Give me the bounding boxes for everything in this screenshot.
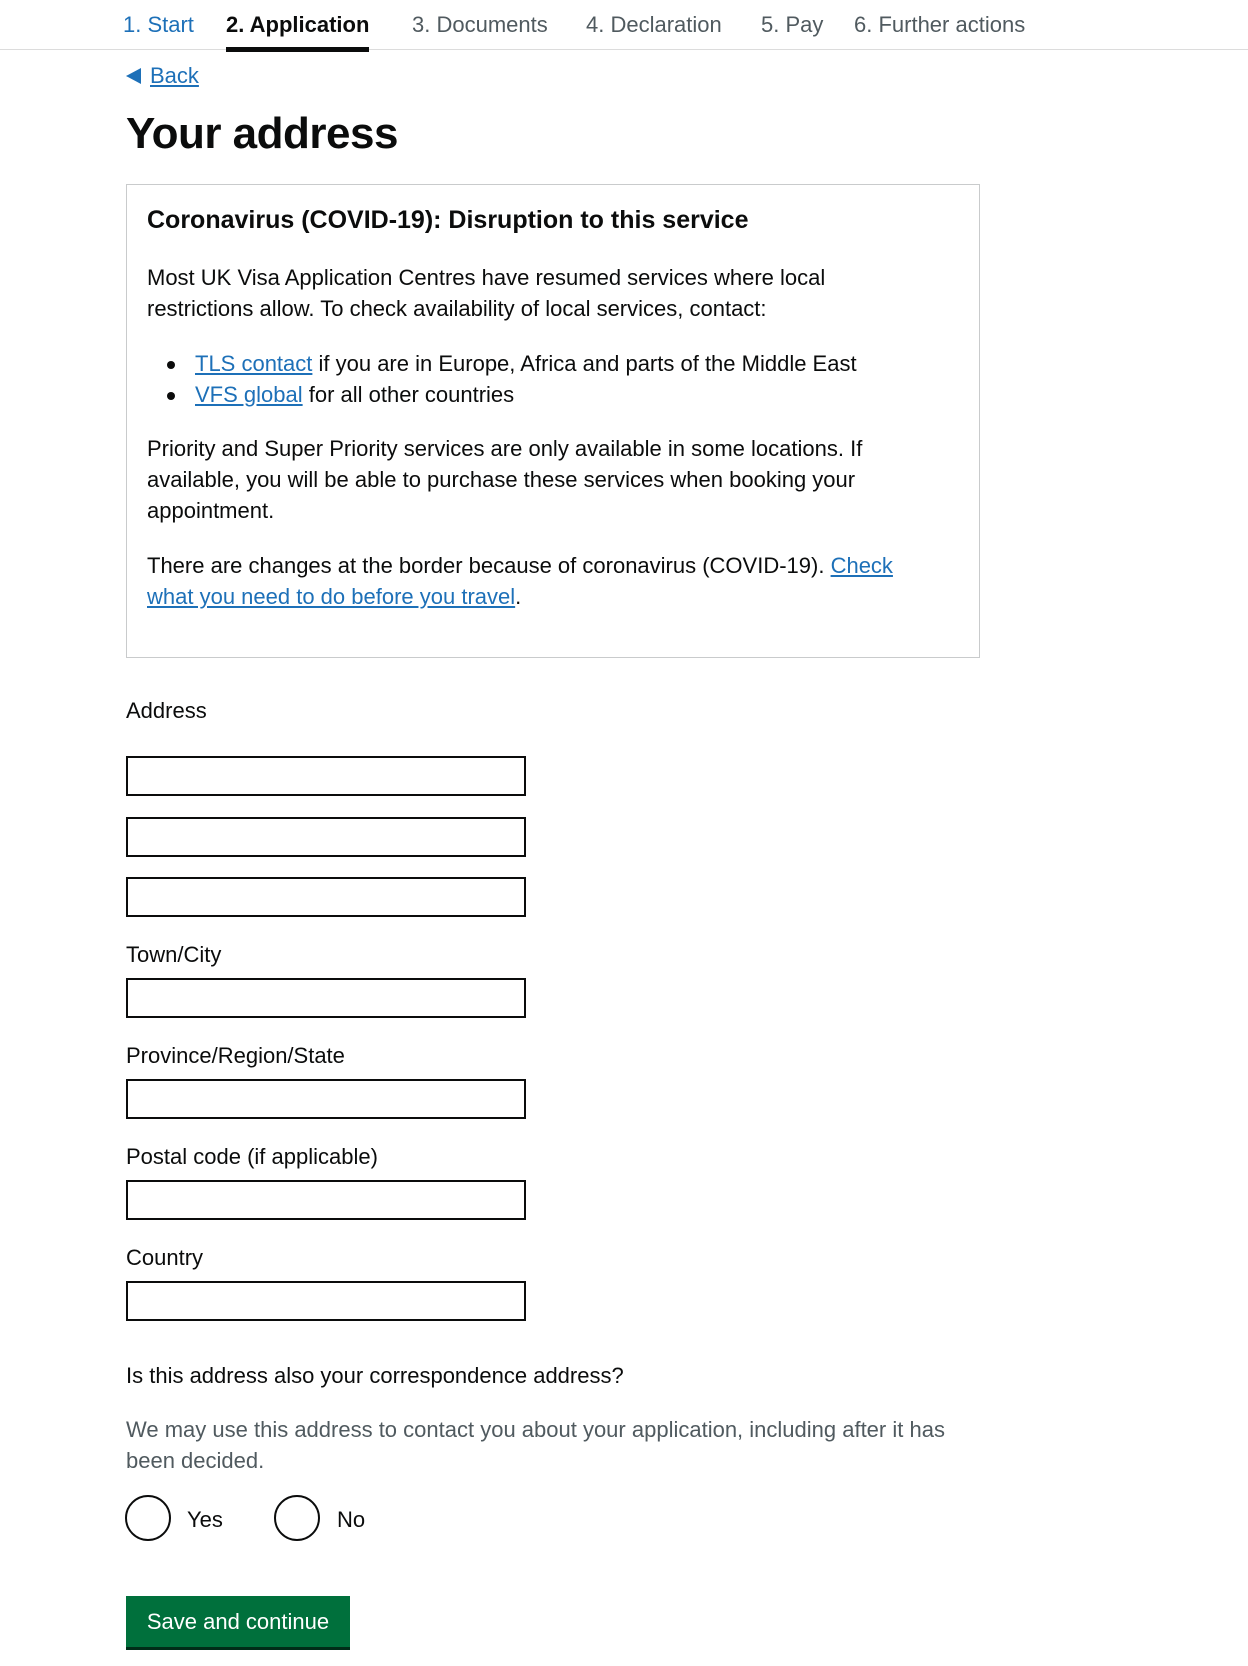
country-input[interactable] bbox=[126, 1281, 526, 1321]
progress-steps bbox=[0, 0, 1248, 50]
notice-border-sentence: There are changes at the border because of coronavirus (COVID-19). bbox=[147, 553, 831, 578]
province-input[interactable] bbox=[126, 1079, 526, 1119]
correspondence-hint bbox=[126, 1414, 986, 1476]
bullet-icon bbox=[167, 361, 175, 369]
tls-contact-text: if you are in Europe, Africa and parts of the Middle East bbox=[312, 351, 857, 376]
list-item bbox=[195, 348, 857, 379]
correspondence-question: Is this address also your correspondence address? bbox=[126, 1363, 624, 1388]
triangle-left-icon bbox=[126, 68, 141, 84]
vfs-global-text: for all other countries bbox=[302, 382, 515, 407]
step-declaration: 4. Declaration bbox=[586, 12, 722, 37]
notice-priority-text bbox=[147, 433, 947, 526]
page-title: Your address bbox=[126, 109, 398, 158]
notice-intro bbox=[147, 262, 947, 324]
back-link[interactable]: Back bbox=[150, 63, 199, 88]
notice-priority-line3: appointment. bbox=[147, 498, 275, 523]
notice-contact-list bbox=[147, 348, 857, 410]
notice-intro-line2: restrictions allow. To check availability of local services, contact: bbox=[147, 296, 767, 321]
country-label: Country bbox=[126, 1245, 204, 1270]
list-item bbox=[195, 379, 857, 410]
radio-no[interactable] bbox=[274, 1495, 320, 1541]
step-pay: 5. Pay bbox=[761, 12, 824, 37]
check-travel-link-line2: what you need to do before you travel bbox=[147, 584, 516, 609]
tls-contact-link[interactable]: TLS contact bbox=[195, 351, 313, 376]
covid-notice-panel bbox=[126, 184, 980, 658]
correspondence-hint-line2: been decided. bbox=[126, 1448, 265, 1473]
check-travel-link-line1: Check bbox=[830, 553, 893, 578]
province-label: Province/Region/State bbox=[126, 1043, 345, 1068]
postal-code-input[interactable] bbox=[126, 1180, 526, 1220]
step-application-label: 2. Application bbox=[226, 12, 370, 37]
town-city-input[interactable] bbox=[126, 978, 526, 1018]
notice-priority-line1: Priority and Super Priority services are only available in some locations. If bbox=[147, 436, 863, 461]
postal-code-label: Postal code (if applicable) bbox=[126, 1144, 378, 1169]
current-step-underline bbox=[226, 47, 369, 52]
step-documents: 3. Documents bbox=[412, 12, 548, 37]
save-and-continue-button[interactable]: Save and continue bbox=[126, 1596, 350, 1647]
notice-priority-line2: available, you will be able to purchase these services when booking your bbox=[147, 467, 856, 492]
vfs-global-link[interactable]: VFS global bbox=[195, 382, 303, 407]
radio-yes-label[interactable]: Yes bbox=[187, 1507, 223, 1532]
correspondence-hint-line1: We may use this address to contact you about your application, including after it has bbox=[126, 1417, 945, 1442]
step-start-link[interactable]: 1. Start bbox=[123, 12, 194, 37]
address-line3-input[interactable] bbox=[126, 877, 526, 917]
address-label: Address bbox=[126, 698, 207, 723]
step-application-current bbox=[226, 10, 369, 40]
town-city-label: Town/City bbox=[126, 942, 222, 967]
address-line2-input[interactable] bbox=[126, 817, 526, 857]
radio-yes[interactable] bbox=[125, 1495, 171, 1541]
notice-border-end: . bbox=[515, 584, 522, 609]
notice-border-text bbox=[147, 550, 947, 612]
bullet-icon bbox=[167, 392, 175, 400]
notice-heading: Coronavirus (COVID-19): Disruption to this service bbox=[147, 206, 749, 234]
radio-no-label[interactable]: No bbox=[337, 1507, 366, 1532]
address-line1-input[interactable] bbox=[126, 756, 526, 796]
notice-intro-line1: Most UK Visa Application Centres have resumed services where local bbox=[147, 265, 826, 290]
step-further-actions: 6. Further actions bbox=[854, 12, 1026, 37]
